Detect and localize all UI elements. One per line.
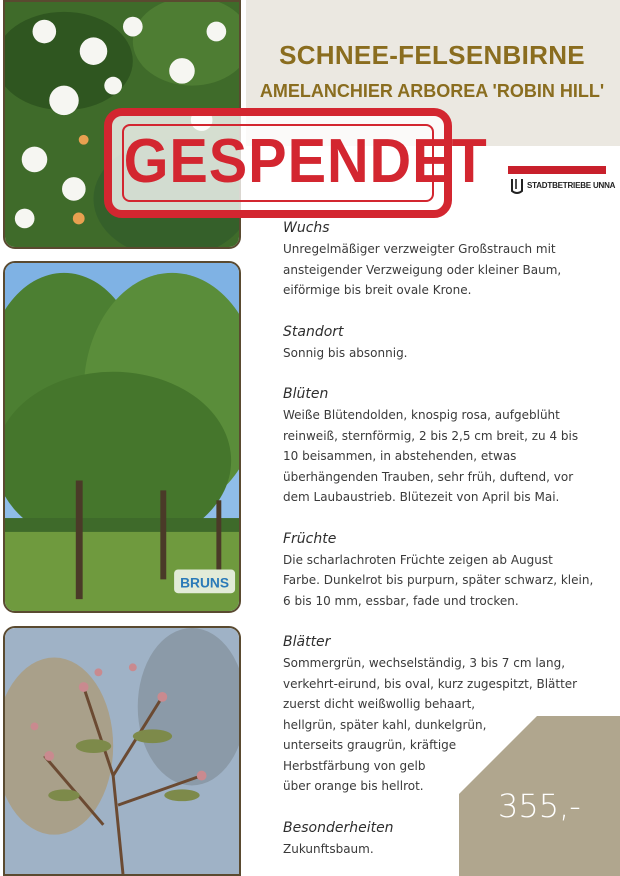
section-heading: Blüten <box>283 386 329 402</box>
plant-title: SCHNEE-FELSENBIRNE <box>279 40 585 70</box>
section-text: Zukunftsbaum. <box>283 841 374 856</box>
section-heading: Früchte <box>283 530 337 547</box>
section-text: Die scharlachroten Früchte zeigen ab August Farbe. Dunkelrot bis purpurn, später schwarz, klein, 6 bis 10 mm, essbar, fade und trocken. <box>283 552 594 608</box>
stamp-text: GESPENDET <box>123 127 488 196</box>
section-fruechte <box>283 529 603 612</box>
bruns-watermark: BRUNS <box>180 575 230 591</box>
section-wuchs <box>283 218 603 301</box>
logo-bar <box>508 166 606 174</box>
price: 355,- <box>498 787 581 825</box>
logo-icon <box>510 178 524 196</box>
section-standort <box>283 322 603 364</box>
section-blueten <box>283 384 603 508</box>
section-heading: Wuchs <box>283 220 330 236</box>
section-text: Weiße Blütendolden, knospig rosa, aufgeblüht reinweiß, sternförmig, 2 bis 2,5 cm breit, zu 4 bis 10 beisammen, in abstehenden, etwas überhängenden Trauben, sehr früh, duftend, vor dem Laubaustrieb. Blütezeit von April bis Mai. <box>283 408 579 504</box>
photo-buds <box>3 626 241 876</box>
section-heading: Besonderheiten <box>283 819 394 836</box>
section-text: Sommergrün, wechselständig, 3 bis 7 cm lang, verkehrt-eirund, bis oval, kurz zugespitzt, Blätter zuerst dicht weißwollig behaart, hellgrün, später kahl, dunkelgrün, unterseits graugrün, kräftige Herbstfärbung von gelb über orange bis hellrot. <box>283 656 578 793</box>
botanical-name: AMELANCHIER ARBOREA 'ROBIN HILL' <box>259 81 605 101</box>
section-text: Unregelmäßiger verzweigter Großstrauch mit ansteigender Verzweigung oder kleiner Baum, eiförmige bis breit ovale Krone. <box>283 242 562 297</box>
photo-tree-row <box>3 261 241 613</box>
section-heading: Blätter <box>283 634 331 650</box>
donated-stamp <box>104 108 488 218</box>
section-heading: Standort <box>283 323 344 340</box>
logo-text: STADTBETRIEBE UNNA <box>527 181 616 190</box>
section-text: Sonnig bis absonnig. <box>283 345 408 360</box>
